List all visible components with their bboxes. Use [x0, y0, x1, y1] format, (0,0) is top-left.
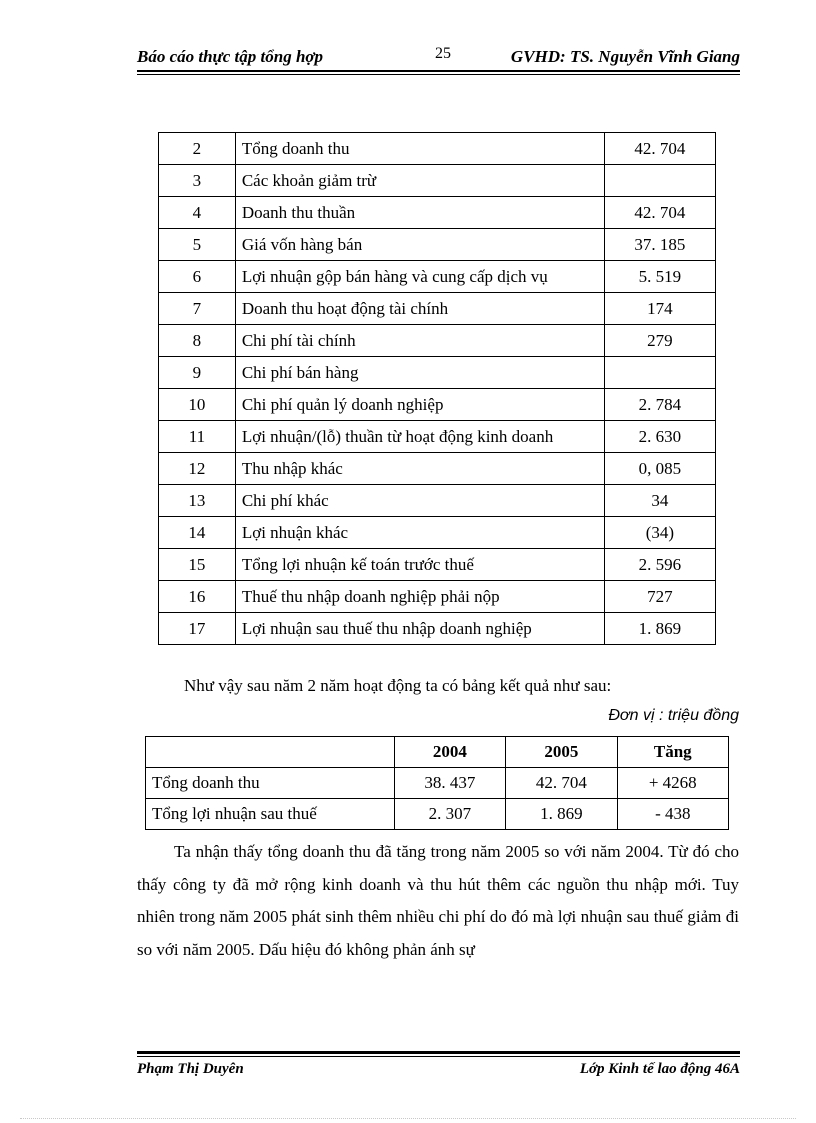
summary-label: Tổng doanh thu: [146, 768, 395, 799]
results-row-value: 42. 704: [604, 197, 715, 229]
results-row-number: 6: [159, 261, 236, 293]
results-row-value: 34: [604, 485, 715, 517]
results-row: [159, 453, 716, 485]
footer-rule: [137, 1051, 740, 1054]
summary-value-2005: 1. 869: [506, 799, 617, 830]
results-row-value: 37. 185: [604, 229, 715, 261]
results-row-number: 3: [159, 165, 236, 197]
results-row-number: 15: [159, 549, 236, 581]
results-row-value: 5. 519: [604, 261, 715, 293]
results-row-item: Doanh thu hoạt động tài chính: [235, 293, 604, 325]
results-row: [159, 293, 716, 325]
results-row: [159, 549, 716, 581]
results-row: [159, 581, 716, 613]
results-row-value: 42. 704: [604, 133, 715, 165]
results-row-value: 279: [604, 325, 715, 357]
summary-header-cell: [146, 737, 395, 768]
summary-header-row: [146, 737, 729, 768]
summary-value-2005: 42. 704: [506, 768, 617, 799]
results-row: [159, 517, 716, 549]
results-row-number: 14: [159, 517, 236, 549]
results-row: [159, 325, 716, 357]
results-row-value: 0, 085: [604, 453, 715, 485]
results-row: [159, 133, 716, 165]
summary-change: + 4268: [617, 768, 728, 799]
summary-change: - 438: [617, 799, 728, 830]
results-row-number: 16: [159, 581, 236, 613]
results-row-number: 10: [159, 389, 236, 421]
results-row-number: 9: [159, 357, 236, 389]
unit-label: Đơn vị : triệu đồng: [608, 707, 739, 724]
results-row-value: 2. 784: [604, 389, 715, 421]
results-row-item: Thu nhập khác: [235, 453, 604, 485]
results-row-value: [604, 357, 715, 389]
page-edge-dotted-line: [20, 1118, 796, 1119]
results-row-item: Chi phí quản lý doanh nghiệp: [235, 389, 604, 421]
intro-text: Như vậy sau năm 2 năm hoạt động ta có bảng kết quả như sau:: [184, 676, 612, 695]
results-row-value: 2. 596: [604, 549, 715, 581]
results-row-number: 17: [159, 613, 236, 645]
results-row: [159, 197, 716, 229]
footer-class: Lớp Kinh tế lao động 46A: [579, 1061, 740, 1077]
results-row-item: Chi phí bán hàng: [235, 357, 604, 389]
results-row-item: Thuế thu nhập doanh nghiệp phải nộp: [235, 581, 604, 613]
results-row-number: 7: [159, 293, 236, 325]
results-row: [159, 165, 716, 197]
results-row-item: Chi phí khác: [235, 485, 604, 517]
summary-header-cell: 2005: [506, 737, 617, 768]
summary-row: [146, 799, 729, 830]
results-row-number: 2: [159, 133, 236, 165]
summary-value-2004: 2. 307: [394, 799, 505, 830]
results-row-item: Lợi nhuận sau thuế thu nhập doanh nghiệp: [235, 613, 604, 645]
results-row-item: Giá vốn hàng bán: [235, 229, 604, 261]
results-table: [158, 132, 716, 645]
header-supervisor: GVHD: TS. Nguyễn Vĩnh Giang: [510, 47, 740, 66]
results-row-item: Tổng doanh thu: [235, 133, 604, 165]
results-row-value: (34): [604, 517, 715, 549]
results-row-number: 8: [159, 325, 236, 357]
results-row: [159, 421, 716, 453]
results-row-item: Các khoản giảm trừ: [235, 165, 604, 197]
results-row: [159, 261, 716, 293]
results-row-number: 13: [159, 485, 236, 517]
header-report-title: Báo cáo thực tập tổng hợp: [137, 47, 324, 66]
results-row-item: Chi phí tài chính: [235, 325, 604, 357]
results-row-item: Lợi nhuận/(lỗ) thuần từ hoạt động kinh doanh: [235, 421, 604, 453]
results-row-number: 12: [159, 453, 236, 485]
results-row-number: 4: [159, 197, 236, 229]
results-row: [159, 357, 716, 389]
results-row: [159, 485, 716, 517]
summary-header-cell: Tăng: [617, 737, 728, 768]
results-row-item: Tổng lợi nhuận kế toán trước thuế: [235, 549, 604, 581]
footer-author: Phạm Thị Duyên: [137, 1061, 244, 1077]
results-row-value: 2. 630: [604, 421, 715, 453]
header-rule-thin: [137, 74, 740, 75]
header-rule: [137, 70, 740, 72]
results-row-item: Lợi nhuận khác: [235, 517, 604, 549]
footer-rule-thin: [137, 1056, 740, 1057]
results-row: [159, 229, 716, 261]
page-number: 25: [435, 45, 451, 62]
body-paragraph: Ta nhận thấy tổng doanh thu đã tăng trong năm 2005 so với năm 2004. Từ đó cho thấy công ty đã mở rộng kinh doanh và thu hút thêm các nguồn thu nhập mới. Tuy nhiên trong năm 2005 phát sinh thêm nhiều chi phí do đó mà lợi nhuận sau thuế giảm đi so với năm 2005. Dấu hiệu đó không phản ánh sự: [137, 842, 739, 959]
results-row-item: Doanh thu thuần: [235, 197, 604, 229]
summary-label: Tổng lợi nhuận sau thuế: [146, 799, 395, 830]
results-row-value: [604, 165, 715, 197]
summary-table: [145, 736, 729, 830]
results-row: [159, 613, 716, 645]
summary-value-2004: 38. 437: [394, 768, 505, 799]
results-row-number: 5: [159, 229, 236, 261]
results-row: [159, 389, 716, 421]
results-row-value: 1. 869: [604, 613, 715, 645]
results-row-item: Lợi nhuận gộp bán hàng và cung cấp dịch vụ: [235, 261, 604, 293]
summary-row: [146, 768, 729, 799]
summary-header-cell: 2004: [394, 737, 505, 768]
page-header: [137, 44, 740, 68]
results-row-value: 727: [604, 581, 715, 613]
results-row-number: 11: [159, 421, 236, 453]
results-row-value: 174: [604, 293, 715, 325]
